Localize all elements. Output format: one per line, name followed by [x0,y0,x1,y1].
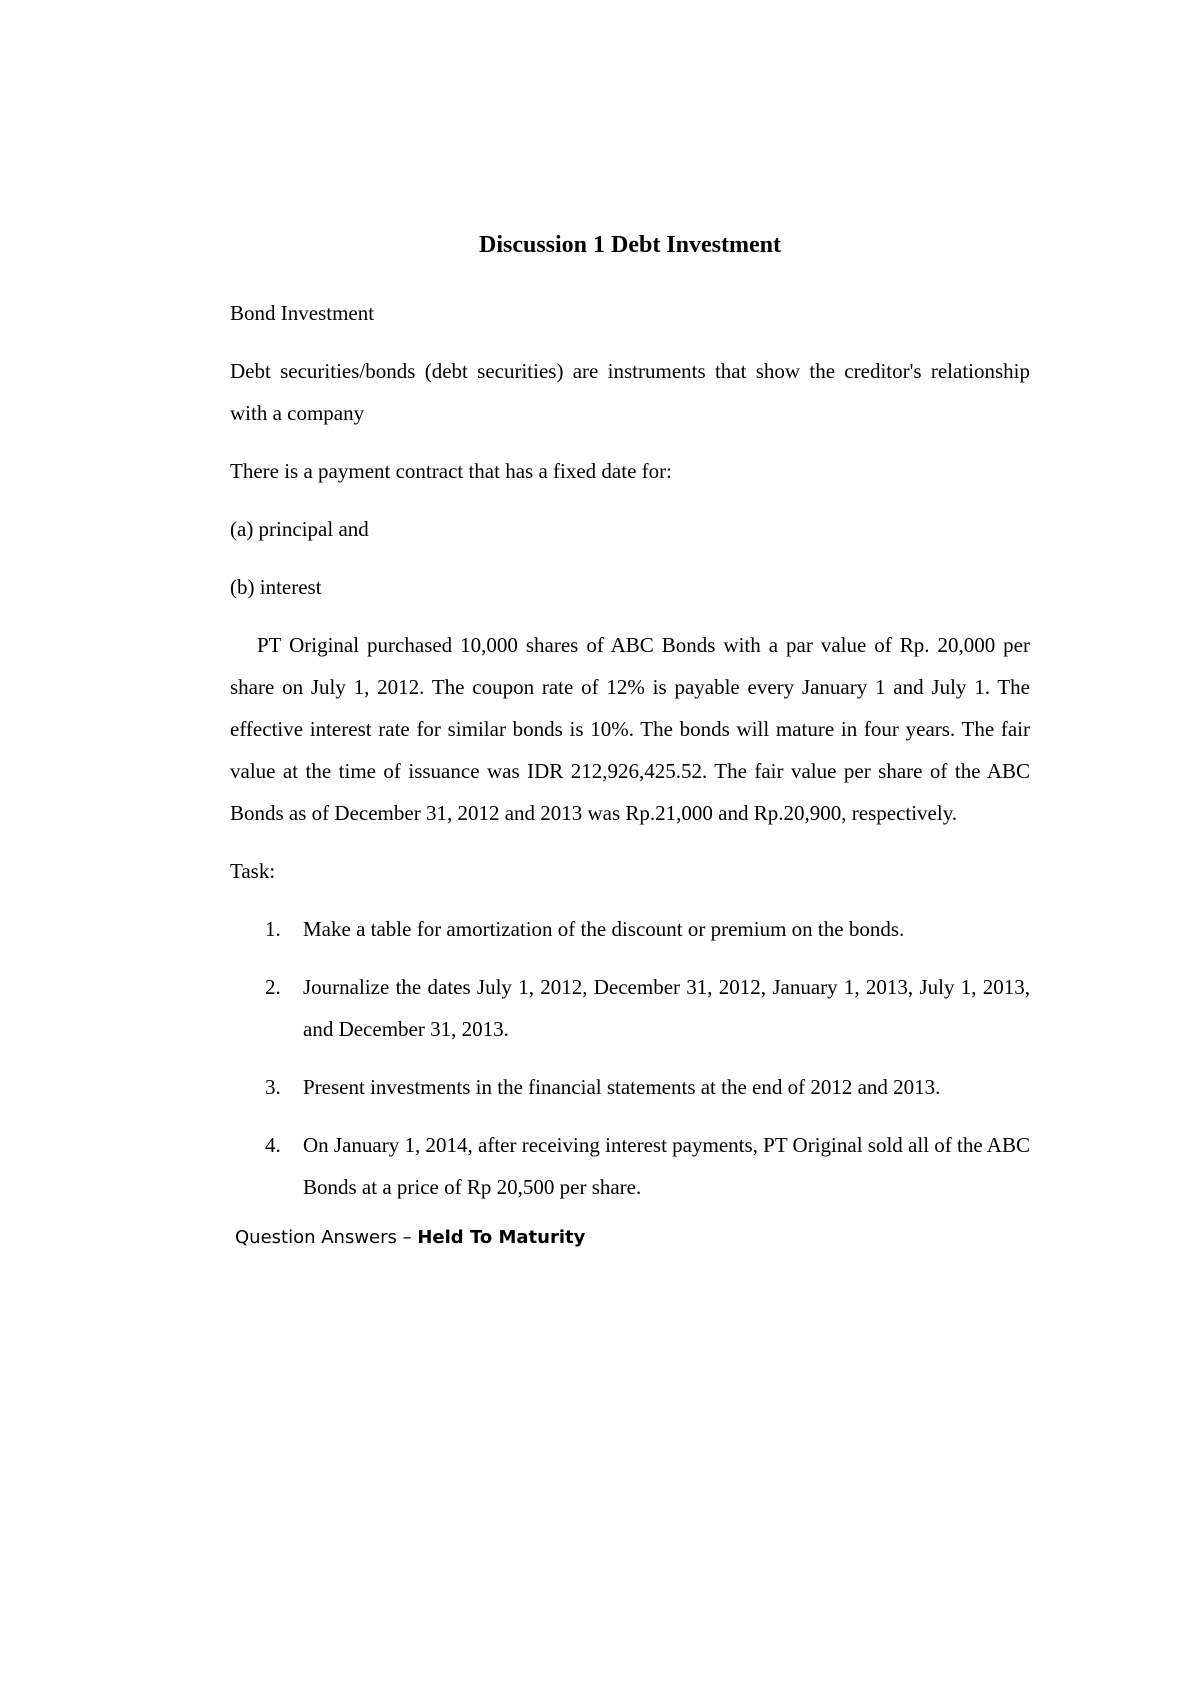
case-paragraph: PT Original purchased 10,000 shares of ABC Bonds with a par value of Rp. 20,000 per share on July 1, 2012. The coupon rate of 12% is payable every January 1 and July 1. The effective interest rate for similar bonds is 10%. The bonds will mature in four years. The fair value at the time of issuance was IDR 212,926,425.52. The fair value per share of the ABC Bonds as of December 31, 2012 and 2013 was Rp.21,000 and Rp.20,900, respectively. [230,633,1030,825]
definition-paragraph: Debt securities/bonds (debt securities) are instruments that show the creditor's relationship with a company [230,359,1030,425]
contract-intro: There is a payment contract that has a fixed date for: [230,459,672,483]
item-interest: (b) interest [230,575,322,599]
task-number: 2. [265,975,281,999]
item-principal: (a) principal and [230,517,369,541]
answers-label: Question Answers – [235,1227,418,1248]
task-text: Journalize the dates July 1, 2012, December 31, 2012, January 1, 2013, July 1, 2013, and December 31, 2013. [303,975,1030,1041]
task-item [230,1124,1030,1208]
task-text: On January 1, 2014, after receiving interest payments, PT Original sold all of the ABC Bonds at a price of Rp 20,500 per share. [303,1133,1030,1199]
document-title: Discussion 1 Debt Investment [478,232,781,258]
task-number: 3. [265,1075,281,1099]
section-subtitle: Bond Investment [230,301,375,325]
task-number: 4. [265,1133,281,1157]
task-number: 1. [265,917,281,941]
task-heading: Task: [230,859,276,883]
task-item [230,966,1030,1050]
task-text: Present investments in the financial statements at the end of 2012 and 2013. [303,1075,941,1099]
answers-heading [235,1224,1030,1252]
answers-type: Held To Maturity [417,1227,586,1248]
document-body [230,228,1030,1252]
task-item [230,1066,1030,1108]
task-list [230,908,1030,1208]
task-item [230,908,1030,950]
task-text: Make a table for amortization of the discount or premium on the bonds. [303,917,905,941]
